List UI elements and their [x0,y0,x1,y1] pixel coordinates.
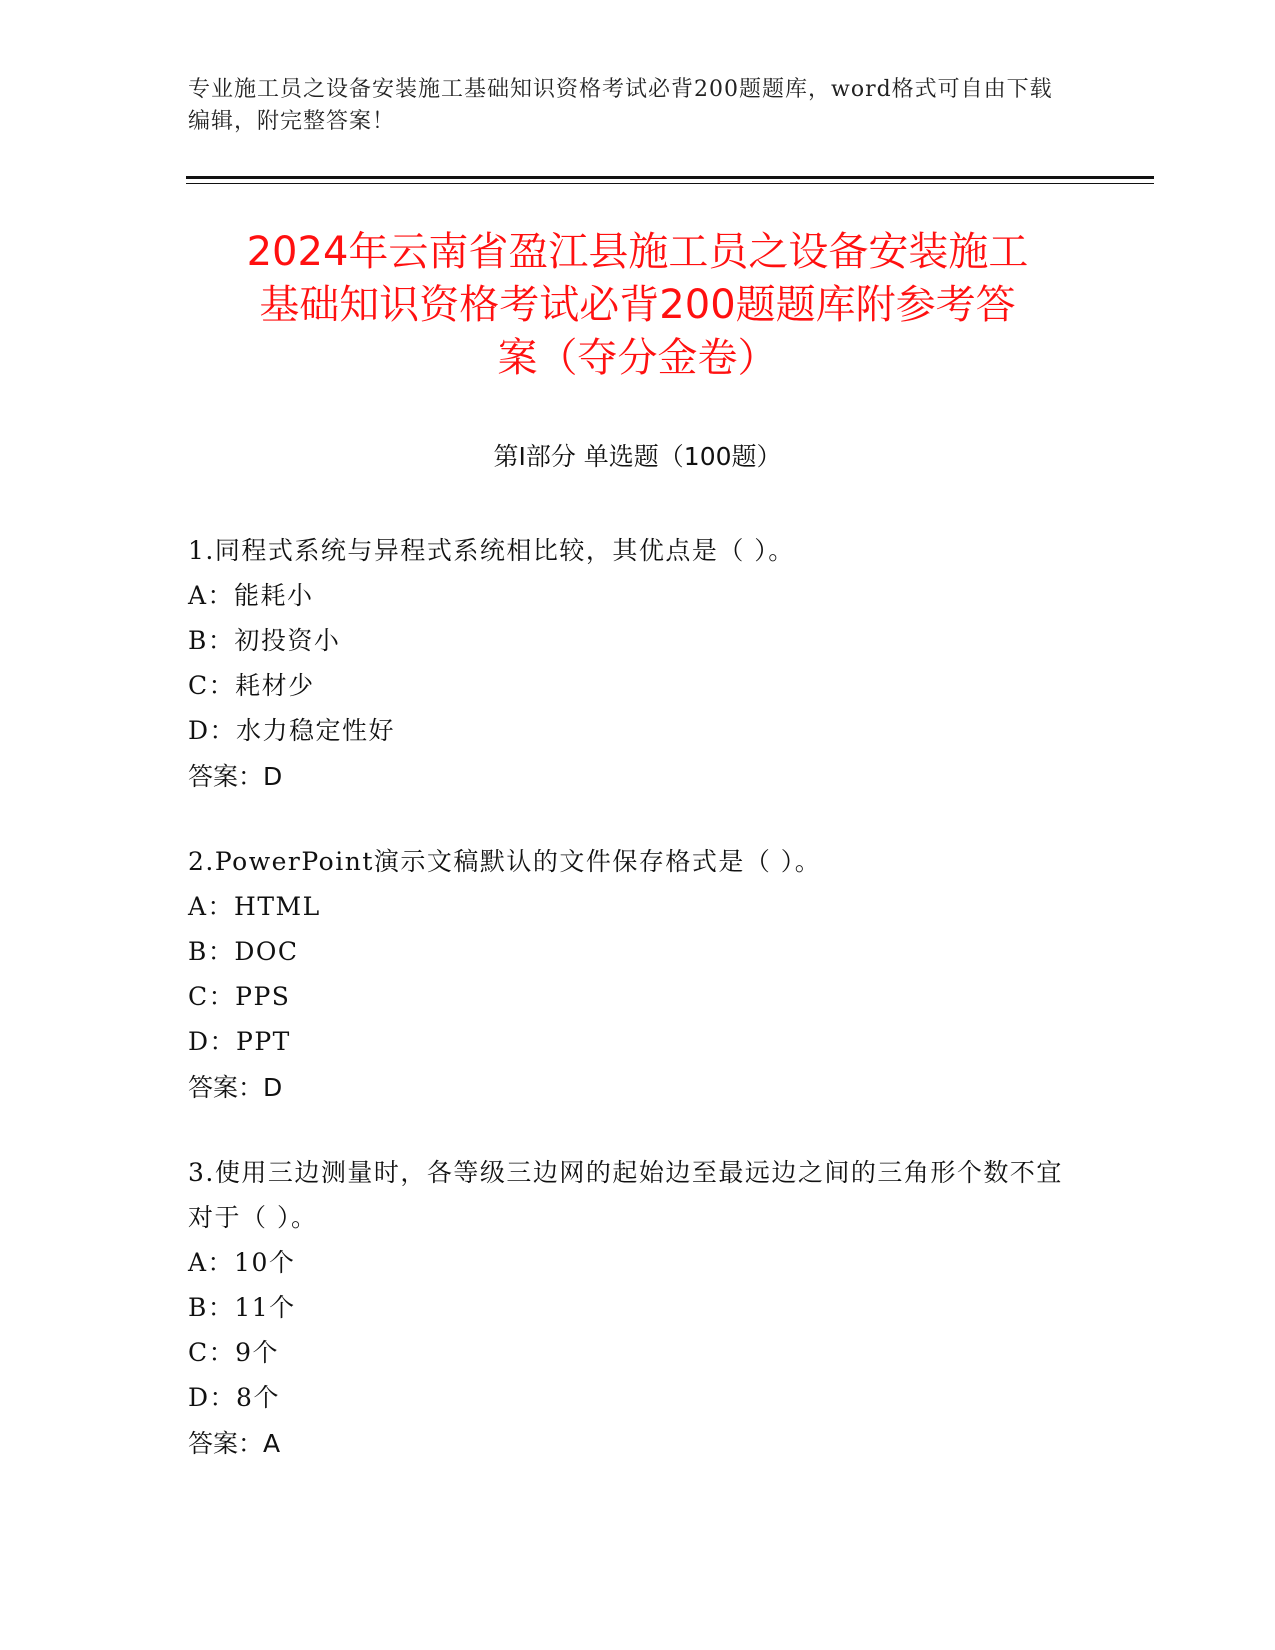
question-stem: 1.同程式系统与异程式系统相比较，其优点是（ ）。 [188,536,795,565]
question-stem: 2.PowerPoint演示文稿默认的文件保存格式是（ ）。 [188,847,822,876]
option-b: B：11个 [188,1293,296,1322]
header-note: 专业施工员之设备安装施工基础知识资格考试必背200题题库，word格式可自由下载编辑，附完整答案！ [188,77,1053,134]
section-heading: 第Ⅰ部分 单选题（100题） [493,442,782,471]
option-d: D：水力稳定性好 [188,716,396,745]
header-divider-thin [186,183,1154,184]
title-line-2: 基础知识资格考试必背200题题库附参考答 [259,282,1016,328]
option-b: B：初投资小 [188,626,341,655]
option-d: D：8个 [188,1383,280,1412]
title-line-1: 2024年云南省盈江县施工员之设备安装施工 [246,229,1029,275]
document-title [160,226,1115,385]
title-line-3: 案（夺分金卷） [497,335,778,381]
answer: 答案：D [188,762,283,791]
option-b: B：DOC [188,937,299,966]
question-2 [188,839,1068,1110]
answer: 答案：A [188,1429,281,1458]
option-c: C：耗材少 [188,671,315,700]
option-c: C：9个 [188,1338,280,1367]
answer: 答案：D [188,1073,283,1102]
question-stem: 3.使用三边测量时，各等级三边网的起始边至最远边之间的三角形个数不宜对于（ ）。 [188,1158,1063,1232]
option-c: C：PPS [188,982,291,1011]
question-1 [188,528,1068,799]
option-a: A：HTML [188,892,321,921]
option-a: A：能耗小 [188,581,314,610]
option-a: A：10个 [188,1248,296,1277]
header-divider-thick [186,176,1154,179]
question-list [188,528,1068,1506]
question-3 [188,1150,1068,1466]
option-d: D：PPT [188,1027,291,1056]
